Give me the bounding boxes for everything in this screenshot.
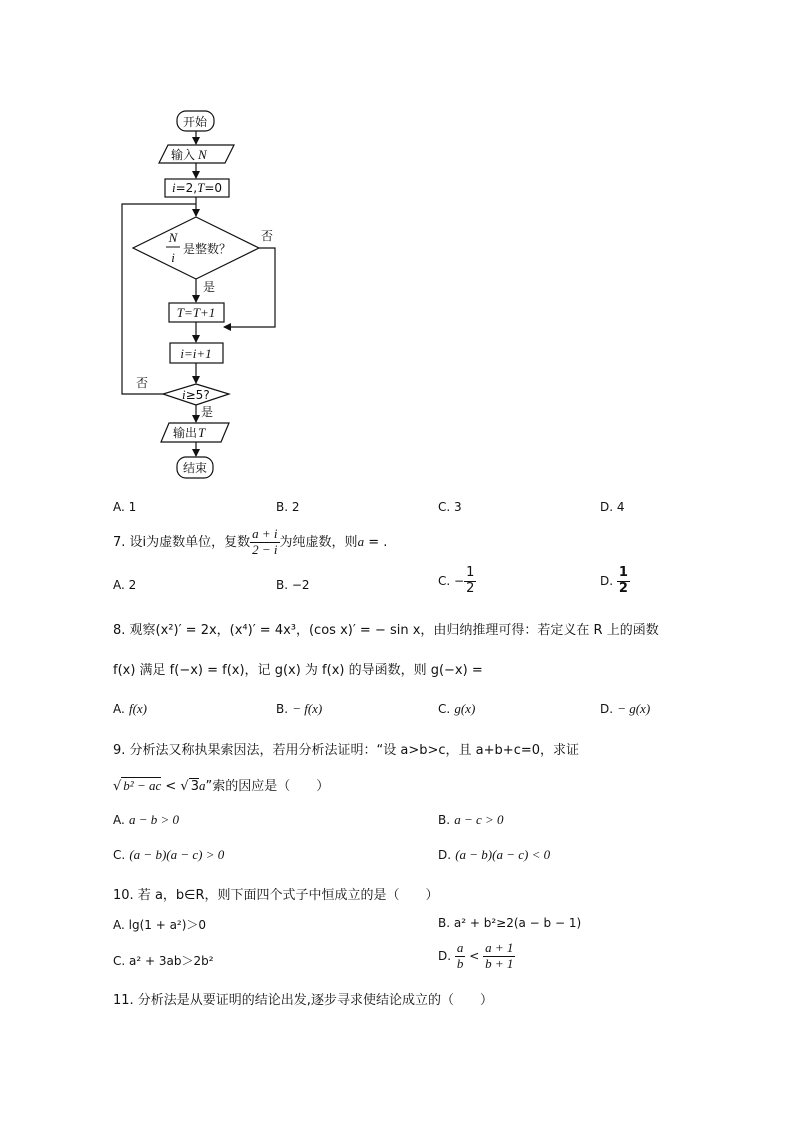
cond2-text: i≥5? (182, 387, 210, 402)
update-T-text: T=T+1 (176, 305, 216, 320)
q9-line1: 9. 分析法又称执果索因法，若用分析法证明：“设 a>b>c，且 a+b+c=0，求证 (113, 743, 580, 758)
q7-option-d: D. $\frac{1}{2}$ (600, 565, 628, 596)
start-text: 开始 (182, 115, 208, 129)
input-text: 输入 N (171, 147, 207, 162)
output-text: 输出T (173, 425, 206, 440)
cond-frac-num: N (168, 230, 178, 245)
q9-option-c: C. (a − b)(a − c) > 0 (113, 847, 225, 862)
cond-frac-den: i (171, 250, 175, 265)
q8-line1: 8. 观察(x²)′ = 2x，(x⁴)′ = 4x³，(cos x)′ = − sin x，由归纳推理可得：若定义在 R 上的函数 (113, 623, 659, 638)
yes-label-2: 是 (201, 405, 214, 419)
q6-option-a: A. 1 (113, 500, 137, 514)
q10-option-d: D. $\frac{a}{b}$ < $\frac{a + 1}{b + 1}$ (438, 940, 514, 971)
q9-line2: √ b² − ac < √ 3a”索的因应是（ ） (113, 778, 330, 794)
init-text: i=2,T=0 (171, 180, 223, 195)
q8-option-a: A. f(x) (113, 701, 147, 716)
q7-option-b: B. −2 (276, 578, 310, 592)
update-i-text: i=i+1 (180, 346, 212, 361)
q9-option-d: D. (a − b)(a − c) < 0 (438, 847, 551, 862)
no-label-2: 否 (136, 376, 149, 390)
q10-option-c: C. a² + 3ab＞2b² (113, 954, 214, 968)
q6-option-c: C. 3 (438, 500, 462, 514)
q10-option-a: A. lg(1 + a²)＞0 (113, 918, 207, 932)
q9-option-a: A. a − b > 0 (113, 812, 179, 827)
flowchart (0, 0, 320, 490)
end-text: 结束 (182, 461, 208, 475)
q7-option-c: C. − $\frac{1}{2}$ (438, 565, 475, 596)
q8-line2: f(x) 满足 f(−x) = f(x)，记 g(x) 为 f(x) 的导函数，则 g(−x) = (113, 663, 483, 678)
yes-label-1: 是 (203, 280, 216, 294)
no-label-1: 否 (261, 229, 274, 243)
cond-text: 是整数？ (183, 242, 232, 256)
q8-option-d: D. − g(x) (600, 701, 651, 716)
q6-option-d: D. 4 (600, 500, 625, 514)
q7-stem: 7. 设i为虚数单位，复数 $\frac{a + i}{2 - i}$ 为纯虚数，则a = . (113, 526, 388, 557)
q11-stem: 11. 分析法是从要证明的结论出发,逐步寻求使结论成立的（ ） (113, 993, 493, 1008)
q8-option-c: C. g(x) (438, 701, 476, 716)
q9-option-b: B. a − c > 0 (438, 812, 504, 827)
q6-option-b: B. 2 (276, 500, 300, 514)
q10-stem: 10. 若 a，b∈R，则下面四个式子中恒成立的是（ ） (113, 888, 439, 903)
q10-option-b: B. a² + b²≥2(a − b − 1) (438, 916, 582, 930)
q8-option-b: B. − f(x) (276, 701, 323, 716)
q7-option-a: A. 2 (113, 578, 137, 592)
